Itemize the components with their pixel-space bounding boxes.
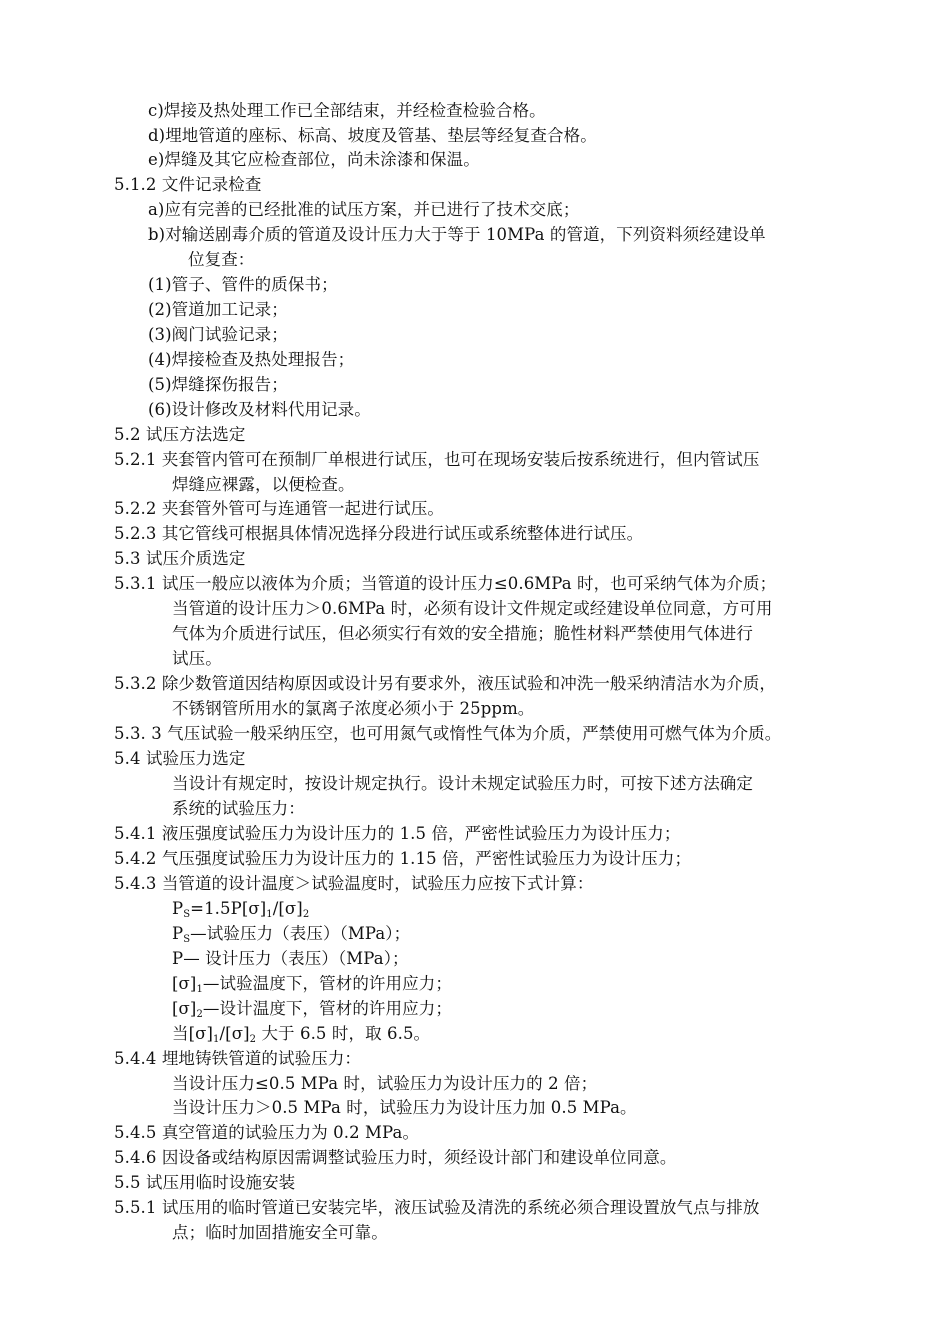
text-line: 5.2.1 夹套管内管可在预制厂单根进行试压，也可在现场安装后按系统进行，但内管试压	[114, 450, 760, 469]
formula-subscript: 1	[196, 984, 203, 995]
formula-text: =1.5P[σ]	[190, 899, 267, 918]
text-line: 焊缝应裸露，以便检查。	[172, 475, 355, 494]
text-line: 5.2.2 夹套管外管可与连通管一起进行试压。	[114, 499, 445, 518]
formula-definition	[172, 997, 452, 1021]
list-item: (6)设计修改及材料代用记录。	[148, 400, 371, 419]
formula-subscript: S	[183, 909, 191, 920]
text-line: b)对输送剧毒介质的管道及设计压力大于等于 10MPa 的管道，下列资料须经建设单	[148, 225, 766, 244]
text-line: 系统的试验压力：	[172, 799, 305, 818]
text-line: 试压。	[172, 649, 222, 668]
text-line: 5.4.4 埋地铸铁管道的试验压力：	[114, 1049, 362, 1068]
formula-definition	[172, 1022, 430, 1046]
formula-text: [σ]	[172, 974, 197, 993]
formula-subscript: 1	[213, 1034, 220, 1045]
text-line: 当设计压力≤0.5 MPa 时，试验压力为设计压力的 2 倍；	[172, 1074, 598, 1093]
formula-text: 当[σ]	[172, 1024, 214, 1043]
text-line: a)应有完善的已经批准的试压方案，并已进行了技术交底；	[148, 200, 580, 219]
text-line: d)埋地管道的座标、标高、坡度及管基、垫层等经复查合格。	[148, 126, 597, 145]
text-line: c)焊接及热处理工作已全部结束，并经检查检验合格。	[148, 101, 546, 120]
list-item: (5)焊缝探伤报告；	[148, 375, 288, 394]
section-heading: 5.5 试压用临时设施安装	[114, 1173, 296, 1192]
formula-symbol: P	[172, 924, 184, 943]
text-line: 5.4.5 真空管道的试验压力为 0.2 MPa。	[114, 1123, 420, 1142]
text-line: 当设计有规定时，按设计规定执行。设计未规定试验压力时，可按下述方法确定	[172, 774, 753, 793]
text-line: e)焊缝及其它应检查部位，尚未涂漆和保温。	[148, 150, 480, 169]
formula-text: —试验压力（表压）（MPa）；	[190, 924, 411, 943]
text-line: 当管道的设计压力＞0.6MPa 时，必须有设计文件规定或经建设单位同意，方可用	[172, 599, 773, 618]
text-line: 5.2.3 其它管线可根据具体情况选择分段进行试压或系统整体进行试压。	[114, 524, 644, 543]
formula-definition	[172, 972, 452, 996]
text-line: 5.4.1 液压强度试验压力为设计压力的 1.5 倍，严密性试验压力为设计压力；	[114, 824, 681, 843]
text-line: 5.3.2 除少数管道因结构原因或设计另有要求外，液压试验和冲洗一般采纳清洁水为介质，	[114, 674, 777, 693]
formula-definition	[172, 922, 410, 946]
text-line: 5.3. 3 气压试验一般采纳压空，也可用氮气或惰性气体为介质，严禁使用可燃气体为介质。	[114, 724, 782, 743]
section-heading: 5.3 试压介质选定	[114, 549, 246, 568]
text-line: 5.4.6 因设备或结构原因需调整试验压力时，须经设计部门和建设单位同意。	[114, 1148, 677, 1167]
formula-text: [σ]	[172, 999, 197, 1018]
text-line: 当设计压力＞0.5 MPa 时，试验压力为设计压力加 0.5 MPa。	[172, 1098, 637, 1117]
formula-subscript: S	[183, 934, 191, 945]
list-item: (4)焊接检查及热处理报告；	[148, 350, 355, 369]
formula-text: —试验温度下，管材的许用应力；	[202, 974, 452, 993]
formula-subscript: 2	[196, 1009, 203, 1020]
formula-text: /[σ]	[219, 1024, 250, 1043]
formula-subscript: 1	[266, 909, 273, 920]
list-item: (2)管道加工记录；	[148, 300, 288, 319]
formula-subscript: 2	[249, 1034, 257, 1045]
text-line: 5.3.1 试压一般应以液体为介质；当管道的设计压力≤0.6MPa 时，也可采纳气体为介质；	[114, 574, 777, 593]
text-line: 5.5.1 试压用的临时管道已安装完毕，液压试验及清洗的系统必须合理设置放气点与排放	[114, 1198, 760, 1217]
section-heading: 5.1.2 文件记录检查	[114, 175, 262, 194]
text-line: 5.4.3 当管道的设计温度＞试验温度时，试验压力应按下式计算：	[114, 874, 594, 893]
section-heading: 5.2 试压方法选定	[114, 425, 246, 444]
formula-line	[172, 897, 309, 921]
formula-text: —设计温度下，管材的许用应力；	[202, 999, 452, 1018]
text-line: 不锈钢管所用水的氯离子浓度必须小于 25ppm。	[172, 699, 535, 718]
text-line: 5.4.2 气压强度试验压力为设计压力的 1.15 倍，严密性试验压力为设计压力；	[114, 849, 692, 868]
text-line: 位复查：	[188, 250, 255, 269]
section-heading: 5.4 试验压力选定	[114, 749, 246, 768]
text-line: 点；临时加固措施安全可靠。	[172, 1223, 388, 1242]
list-item: (3)阀门试验记录；	[148, 325, 288, 344]
formula-definition: P— 设计压力（表压）（MPa）；	[172, 949, 409, 968]
formula-symbol: P	[172, 899, 184, 918]
formula-subscript: 2	[302, 909, 310, 920]
list-item: (1)管子、管件的质保书；	[148, 275, 338, 294]
text-line: 气体为介质进行试压，但必须实行有效的安全措施；脆性材料严禁使用气体进行	[172, 624, 753, 643]
formula-text: /[σ]	[272, 899, 303, 918]
formula-text: 大于 6.5 时，取 6.5。	[256, 1024, 431, 1043]
